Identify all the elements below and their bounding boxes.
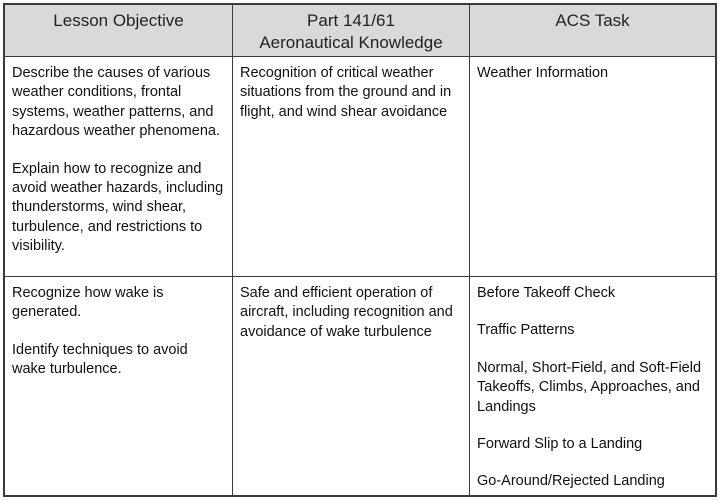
row1-acs-cell (470, 57, 715, 277)
header-knowledge-label: Aeronautical Knowledge (259, 33, 443, 52)
acs-task-item: Forward Slip to a Landing (477, 436, 643, 453)
objective-paragraph: Identify techniques to avoid wake turbulence. (12, 341, 188, 378)
objective-paragraph: Describe the causes of various weather conditions, frontal systems, weather patterns, and hazardous weather phenomena. (12, 65, 220, 140)
header-acs-task-label: ACS Task (555, 11, 630, 30)
header-lesson-objective (5, 5, 233, 57)
acs-task-item: Traffic Patterns (477, 322, 575, 339)
acs-task-item: Normal, Short-Field, and Soft-Field Takeoffs, Climbs, Approaches, and Landings (477, 359, 702, 415)
row1-objective-cell (5, 57, 233, 277)
header-aeronautical-knowledge (233, 5, 470, 57)
row2-objective-cell (5, 277, 233, 496)
header-part-label: Part 141/61 (307, 11, 395, 30)
objective-paragraph: Recognize how wake is generated. (12, 285, 164, 321)
knowledge-paragraph: Recognition of critical weather situations from the ground and in flight, and wind shear avoidance (240, 65, 452, 120)
header-lesson-objective-label: Lesson Objective (53, 11, 184, 30)
row2-knowledge-cell (233, 277, 470, 496)
header-acs-task (470, 5, 715, 57)
acs-task-item: Before Takeoff Check (477, 285, 616, 301)
acs-task-item: Go-Around/Rejected Landing (477, 473, 665, 490)
acs-task-item: Weather Information (477, 65, 609, 81)
lesson-table (3, 3, 717, 497)
row1-knowledge-cell (233, 57, 470, 277)
row2-acs-cell (470, 277, 715, 496)
knowledge-paragraph: Safe and efficient operation of aircraft, including recognition and avoidance of wake turbulence (240, 285, 453, 340)
objective-paragraph: Explain how to recognize and avoid weather hazards, including thunderstorms, wind shear, turbulence, and restrictions to visibility. (12, 160, 224, 255)
